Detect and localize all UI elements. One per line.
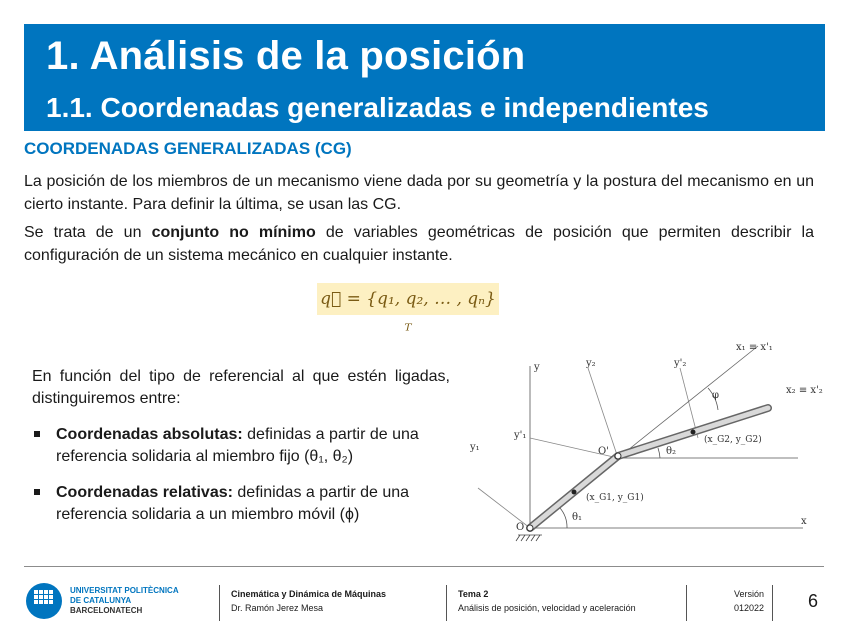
label-x1: x₁ ≡ x'₁ (736, 342, 773, 353)
bullet-icon (34, 489, 40, 495)
version-number: 012022 (733, 603, 764, 613)
topic-name: Análisis de posición, velocidad y aceleración (458, 603, 636, 613)
bullet-absolute (32, 424, 450, 468)
label-o: O (516, 522, 525, 533)
footer-divider (24, 566, 824, 567)
slide-subtitle: 1.1. Coordenadas generalizadas e independientes (46, 92, 709, 123)
label-y1: y₁ (470, 442, 480, 453)
bullet-absolute-title: Coordenadas absolutas: (56, 426, 243, 443)
footer-separator (219, 585, 220, 621)
version-info (700, 587, 764, 615)
label-x2: x₂ ≡ x'₂ (786, 385, 823, 396)
label-o-prime: O' (598, 446, 609, 457)
university-line-3: BARCELONATECH (70, 606, 143, 615)
label-theta2: θ₂ (666, 446, 677, 457)
slide-title: 1. Análisis de la posición (46, 34, 526, 78)
label-theta1: θ₁ (572, 512, 583, 523)
label-y1-prime: y'₁ (514, 430, 527, 441)
version-label: Versión (733, 589, 764, 599)
course-info (231, 587, 386, 615)
course-name: Cinemática y Dinámica de Máquinas (231, 589, 387, 599)
section-heading: COORDENADAS GENERALIZADAS (CG) (24, 139, 352, 158)
bullet-icon (34, 431, 40, 437)
label-x: x (801, 516, 807, 527)
title-banner (24, 24, 825, 131)
university-line-1: UNIVERSITAT POLITÈCNICA (70, 586, 179, 595)
topic-label: Tema 2 (458, 589, 489, 599)
bullet-relative-text: definidas a partir de una referencia solidaria a un miembro móvil (ϕ) (56, 484, 410, 523)
paragraph-2-bold: conjunto no mínimo (151, 224, 316, 241)
label-g1: (x_G1, y_G1) (586, 493, 644, 503)
paragraph-2-start: Se trata de un (24, 224, 152, 241)
paragraph-2 (24, 221, 814, 267)
university-line-2: DE CATALUNYA (70, 596, 132, 605)
university-name (70, 586, 179, 616)
paragraph-1: La posición de los miembros de un mecanismo viene dada por su geometría y la postura del mecanismo en un cierto instante. Para definir la última, se usan las CG. (24, 173, 814, 213)
paragraph-2-end: de variables geométricas de posición que permiten describir la configuración de un sistema mecánico en cualquier instante. (24, 224, 814, 264)
formula-box: q⃗ = {q₁, q₂, … , qₙ}ᵀ (317, 283, 499, 315)
label-phi: φ (712, 390, 720, 401)
label-y: y (534, 362, 540, 373)
intro-text: En función del tipo de referencial al que estén ligadas, distinguiremos entre: (32, 368, 450, 407)
label-y2: y₂ (586, 358, 596, 369)
mechanism-diagram (468, 338, 828, 548)
label-y2-prime: y'₂ (674, 358, 687, 369)
topic-info (458, 587, 636, 615)
author-name: Dr. Ramón Jerez Mesa (231, 603, 324, 613)
bullet-relative (32, 482, 450, 526)
footer-separator (686, 585, 687, 621)
bullet-absolute-text: definidas a partir de una referencia solidaria al miembro fijo (θ₁, θ₂) (56, 426, 419, 465)
label-g2: (x_G2, y_G2) (704, 435, 762, 445)
footer-separator (446, 585, 447, 621)
upc-logo (25, 582, 63, 620)
page-number: 6 (808, 591, 819, 611)
bullet-relative-title: Coordenadas relativas: (56, 484, 233, 501)
coordinate-types (32, 366, 450, 526)
footer-separator (772, 585, 773, 621)
